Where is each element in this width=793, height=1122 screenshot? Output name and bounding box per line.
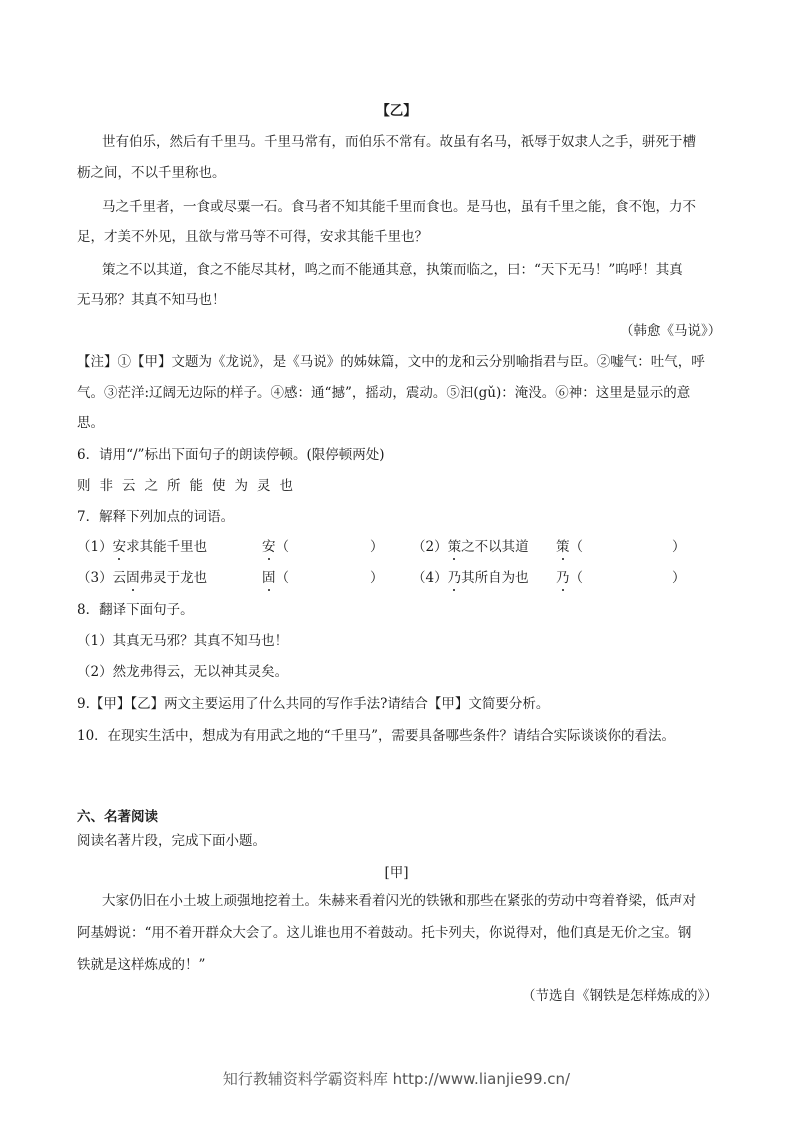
question-9: 9.【甲】【乙】两文主要运用了什么共同的写作手法?请结合【甲】文简要分析。 bbox=[77, 696, 550, 712]
q7-item-2: （2）策之不以其道 bbox=[412, 539, 529, 555]
page-footer: 知行教辅资料学霸资料库 http://www.lianjie99.cn/ bbox=[222, 1070, 571, 1088]
q7-item-3: （3）云固弗灵于龙也 bbox=[77, 570, 208, 586]
question-8: 8．翻译下面句子。 bbox=[77, 602, 194, 618]
jia-para-line2: 阿基姆说：“用不着开群众大会了。这儿谁也用不着鼓动。托卡列夫，你说得对，他们真是无价之宝。钢 bbox=[77, 925, 692, 941]
question-10: 10．在现实生活中，想成为有用武之地的“千里马”，需要具备哪些条件？请结合实际谈谈你的看法。 bbox=[77, 728, 675, 744]
q7-item-4: （4）乃其所自为也 bbox=[412, 570, 529, 586]
q7-answer-1-close: ） bbox=[370, 539, 384, 555]
yi-para2-line1: 马之千里者，一食或尽粟一石。食马者不知其能千里而食也。是马也，虽有千里之能，食不饱，力不 bbox=[102, 199, 696, 215]
question-6: 6．请用“/”标出下面句子的朗读停顿。(限停顿两处) bbox=[77, 447, 385, 463]
q7-answer-1: 安（ bbox=[262, 539, 289, 555]
jia-para-line3: 铁就是这样炼成的！” bbox=[77, 957, 206, 973]
question-8-1: （1）其真无马邪？其真不知马也！ bbox=[77, 633, 289, 649]
yi-para1-line1: 世有伯乐，然后有千里马。千里马常有，而伯乐不常有。故虽有名马，祇辱于奴隶人之手，骈死于槽 bbox=[102, 134, 696, 150]
dotted-char: 策 bbox=[447, 539, 462, 555]
notes-line1: 【注】①【甲】文题为《龙说》，是《马说》的姊妹篇，文中的龙和云分别喻指君与臣。②嘘气：吐气，呼 bbox=[77, 354, 705, 370]
jia-heading: [甲] bbox=[384, 865, 409, 881]
yi-para3-line1: 策之不以其道，食之不能尽其材，鸣之而不能通其意，执策而临之，曰：“天下无马！”呜呼！其真 bbox=[102, 262, 683, 278]
q7-answer-4-close: ） bbox=[672, 570, 686, 586]
jia-source: （节选自《钢铁是怎样炼成的》） bbox=[522, 988, 718, 1004]
q7-item-1: （1）安求其能千里也 bbox=[77, 539, 208, 555]
q7-answer-3: 固（ bbox=[262, 570, 289, 586]
yi-para1-line2: 枥之间，不以千里称也。 bbox=[77, 165, 226, 181]
question-8-2: （2）然龙弗得云，无以神其灵矣。 bbox=[77, 664, 289, 680]
section-6-intro: 阅读名著片段，完成下面小题。 bbox=[77, 833, 266, 849]
question-6-sentence: 则非云之所能使为灵也 bbox=[77, 478, 302, 494]
dotted-char: 安 bbox=[112, 539, 127, 555]
q7-answer-4: 乃（ bbox=[556, 570, 583, 586]
q7-answer-2: 策（ bbox=[556, 539, 583, 555]
dotted-char: 乃 bbox=[447, 570, 462, 586]
yi-heading: 【乙】 bbox=[376, 103, 417, 119]
notes-line3: 思。 bbox=[77, 415, 104, 431]
yi-source: （韩愈《马说》） bbox=[620, 323, 722, 339]
q7-answer-3-close: ） bbox=[370, 570, 384, 586]
jia-para-line1: 大家仍旧在小土坡上顽强地挖着土。朱赫来看着闪光的铁锹和那些在紧张的劳动中弯着脊梁，低声对 bbox=[102, 893, 696, 909]
dotted-char: 固 bbox=[126, 570, 140, 586]
notes-line2: 气。③茫洋:辽阔无边际的样子。④感：通“撼”，摇动，震动。⑤汩(gǔ)：淹没。⑥神：这里是显示的意 bbox=[77, 385, 691, 401]
yi-para2-line2: 足，才美不外见，且欲与常马等不可得，安求其能千里也？ bbox=[77, 229, 428, 245]
section-6-title: 六、名著阅读 bbox=[77, 809, 158, 825]
q7-answer-2-close: ） bbox=[672, 539, 686, 555]
yi-para3-line2: 无马邪？其真不知马也！ bbox=[77, 292, 226, 308]
question-7: 7．解释下列加点的词语。 bbox=[77, 509, 235, 525]
